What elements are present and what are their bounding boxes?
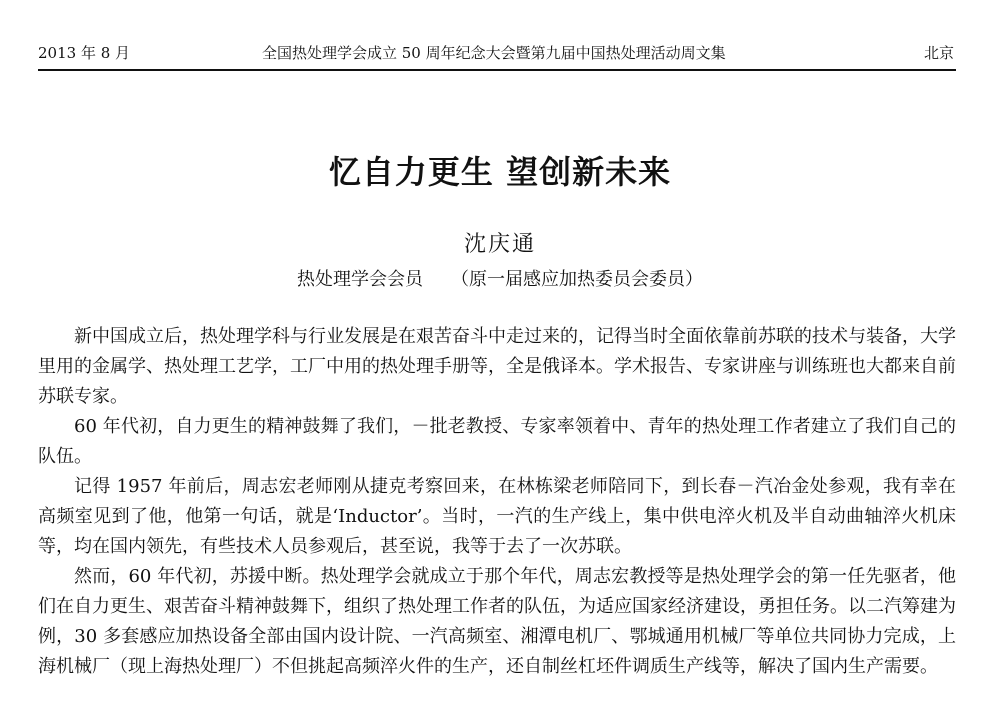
body-paragraph-4: 然而，60 年代初，苏援中断。热处理学会就成立于那个年代，周志宏教授等是热处理学会的第一任先驱者，他们在自力更生、艰苦奋斗精神鼓舞下，组织了热处理工作者的队伍，为适应国家经济建设，勇担任务。以二汽筹建为例，30 多套感应加热设备全部由国内设计院、一汽高频室、湘潭电机厂、鄂城通用机械厂等单位共同协力完成，上海机械厂（现上海热处理厂）不但挑起高频淬火件的生产，还自制丝杠坯件调质生产线等，解决了国内生产需要。 (38, 566, 956, 677)
body-paragraph-3: 记得 1957 年前后，周志宏老师刚从捷克考察回来，在林栋梁老师陪同下，到长春－汽冶金处参观，我有幸在高频室见到了他，他第一句话，就是‘Inductor’。当时，一汽的生产线上，集中供电淬火机及半自动曲轴淬火机床等，均在国内领先，有些技术人员参观后，甚至说，我等于去了一次苏联。 (38, 476, 956, 557)
body-paragraph-1: 新中国成立后，热处理学科与行业发展是在艰苦奋斗中走过来的，记得当时全面依靠前苏联的技术与装备，大学里用的金属学、热处理工艺学，工厂中用的热处理手册等，全是俄译本。学术报告、专家讲座与训练班也大都来自前苏联专家。 (38, 326, 956, 407)
header-publication: 全国热处理学会成立 50 周年纪念大会暨第九届中国热处理活动周文集 (262, 44, 726, 62)
article-author: 沈庆通 (463, 232, 536, 257)
running-header (38, 40, 954, 66)
article-title: 忆自力更生 望创新未来 (328, 153, 672, 191)
header-date: 2013 年 8 月 (38, 44, 131, 62)
article-body (38, 322, 956, 682)
header-location: 北京 (923, 44, 954, 62)
affiliation-role: 热处理学会会员 (297, 269, 423, 290)
header-rule (38, 69, 956, 71)
article-affiliation (0, 266, 1000, 294)
body-paragraph-2: 60 年代初，自力更生的精神鼓舞了我们，－批老教授、专家率领着中、青年的热处理工作者建立了我们自己的队伍。 (38, 416, 956, 467)
affiliation-note: （原一届感应加热委员会委员） (451, 269, 703, 290)
